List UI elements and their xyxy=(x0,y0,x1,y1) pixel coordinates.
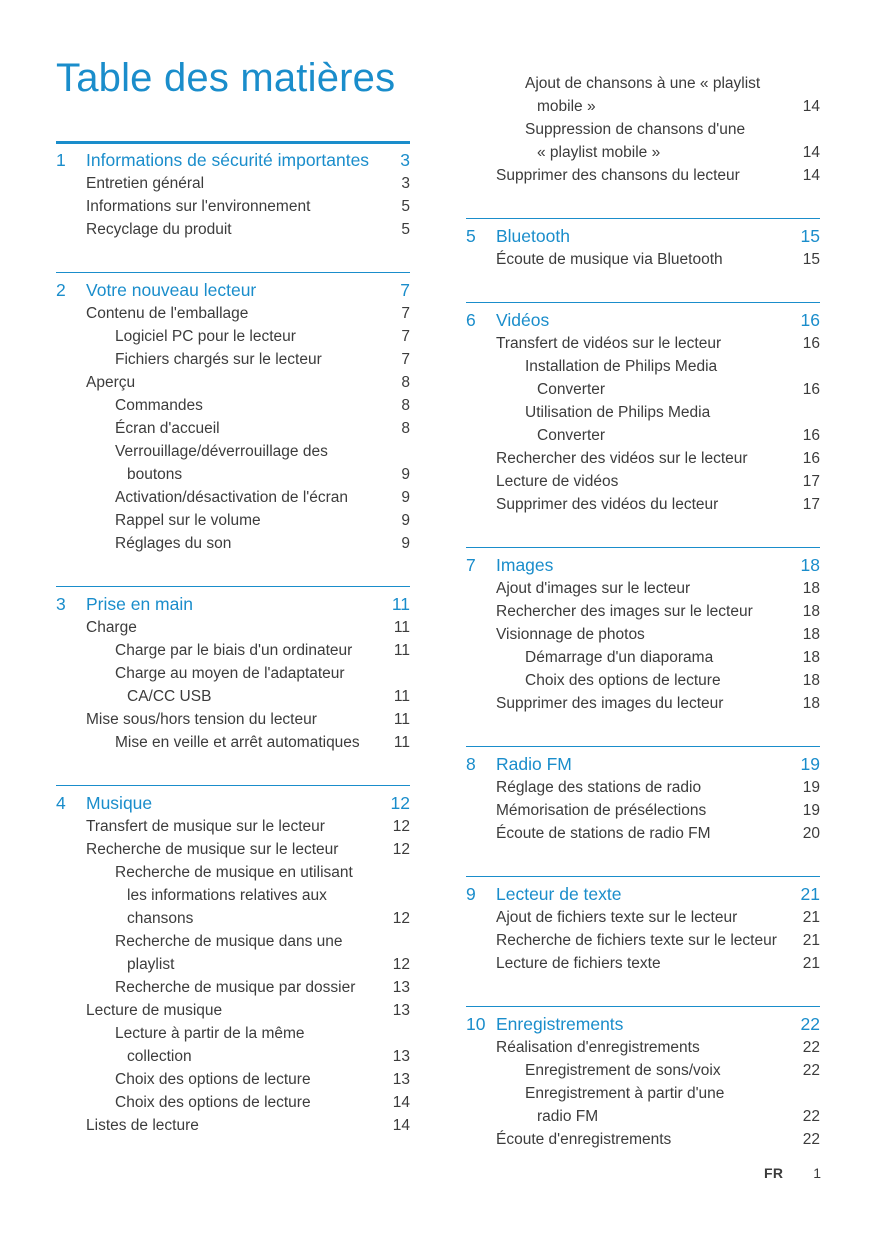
entry-text: Logiciel PC pour le lecteur xyxy=(115,328,296,345)
toc-entry[interactable] xyxy=(56,999,410,1022)
toc-entry[interactable] xyxy=(466,692,820,715)
page-number: 11 xyxy=(393,642,410,659)
toc-entry[interactable] xyxy=(466,1036,820,1059)
entry-text: Mise en veille et arrêt automatiques xyxy=(115,734,360,751)
toc-entry[interactable] xyxy=(56,532,410,555)
page-number: 22 xyxy=(802,1131,820,1148)
page-number: 22 xyxy=(802,1062,820,1079)
section-heading[interactable] xyxy=(56,149,410,172)
page-number: 14 xyxy=(392,1117,410,1134)
toc-entry[interactable] xyxy=(466,401,820,447)
section-title: Prise en main xyxy=(86,594,193,614)
page-number: 7 xyxy=(401,328,410,345)
entry-text: Listes de lecture xyxy=(86,1117,199,1134)
page-title: Table des matières xyxy=(56,56,396,100)
toc-entry[interactable] xyxy=(466,577,820,600)
page-number: 12 xyxy=(392,956,410,973)
page-number: 21 xyxy=(800,884,820,904)
page-number: 7 xyxy=(401,351,410,368)
page-number: 19 xyxy=(800,754,820,774)
entry-text: Commandes xyxy=(115,397,203,414)
entry-text: Rappel sur le volume xyxy=(115,512,261,529)
entry-text: Rechercher des images sur le lecteur xyxy=(496,603,753,620)
page-number: 18 xyxy=(802,580,820,597)
entry-text: Informations sur l'environnement xyxy=(86,198,311,215)
toc-section xyxy=(56,586,410,754)
toc-entry[interactable] xyxy=(56,930,410,976)
toc-entry[interactable] xyxy=(56,662,410,708)
page-number: 18 xyxy=(802,649,820,666)
page-number: 13 xyxy=(392,1048,410,1065)
toc-section xyxy=(56,141,410,241)
toc-section xyxy=(466,302,820,516)
entry-text: Réglage des stations de radio xyxy=(496,779,702,796)
page-number: 22 xyxy=(802,1039,820,1056)
page-number: 18 xyxy=(802,626,820,643)
entry-text: Ajout de fichiers texte sur le lecteur xyxy=(496,909,738,926)
page-number: 18 xyxy=(802,603,820,620)
entry-text: Rechercher des vidéos sur le lecteur xyxy=(496,450,748,467)
toc-section xyxy=(466,746,820,845)
toc-entry[interactable] xyxy=(56,1022,410,1068)
page-number: 19 xyxy=(802,779,820,796)
page-number: 12 xyxy=(392,841,410,858)
page-number: 12 xyxy=(392,818,410,835)
entry-text: Charge par le biais d'un ordinateur xyxy=(115,642,353,659)
entry-text: Réalisation d'enregistrements xyxy=(496,1039,700,1056)
toc-entry[interactable] xyxy=(56,195,410,218)
section-heading[interactable] xyxy=(466,309,820,332)
page-number: 12 xyxy=(390,793,410,813)
page-number: 20 xyxy=(802,825,820,842)
section-number: 3 xyxy=(56,594,66,614)
entry-text: Installation de Philips Media xyxy=(525,358,718,375)
toc-entry[interactable] xyxy=(466,355,820,401)
entry-text: Écoute de musique via Bluetooth xyxy=(496,251,723,268)
page-number: 15 xyxy=(800,226,820,246)
toc-entry[interactable] xyxy=(466,776,820,799)
page-number: 18 xyxy=(800,555,820,575)
toc-section xyxy=(466,547,820,715)
entry-text: Recyclage du produit xyxy=(86,221,232,238)
toc-entry[interactable] xyxy=(56,708,410,731)
entry-text: boutons xyxy=(127,466,183,483)
entry-text: Recherche de musique par dossier xyxy=(115,979,356,996)
entry-text: mobile » xyxy=(537,98,596,115)
entry-text: Supprimer des images du lecteur xyxy=(496,695,724,712)
page-number: 16 xyxy=(802,450,820,467)
section-heading[interactable] xyxy=(466,1013,820,1036)
toc-entry[interactable] xyxy=(466,600,820,623)
toc-entry[interactable] xyxy=(466,248,820,271)
toc-entry[interactable] xyxy=(466,623,820,646)
section-heading[interactable] xyxy=(466,554,820,577)
section-title: Vidéos xyxy=(496,310,550,330)
page-number: 11 xyxy=(391,594,410,614)
entry-text: Mémorisation de présélections xyxy=(496,802,707,819)
section-number: 10 xyxy=(466,1014,486,1034)
toc-entry[interactable] xyxy=(466,72,820,118)
entry-text: Enregistrement de sons/voix xyxy=(525,1062,721,1079)
page-number: 3 xyxy=(401,175,410,192)
entry-text: CA/CC USB xyxy=(127,688,212,705)
entry-text: Transfert de vidéos sur le lecteur xyxy=(496,335,722,352)
page-footer xyxy=(764,1165,821,1181)
page-number: 7 xyxy=(400,280,410,300)
page-number: 15 xyxy=(802,251,820,268)
entry-text: Converter xyxy=(537,381,606,398)
section-number: 2 xyxy=(56,280,66,300)
entry-text: Utilisation de Philips Media xyxy=(525,404,711,421)
toc-section xyxy=(56,272,410,555)
toc-entry[interactable] xyxy=(466,646,820,669)
entry-text: collection xyxy=(127,1048,192,1065)
page-number: 22 xyxy=(802,1108,820,1125)
entry-text: Verrouillage/déverrouillage des xyxy=(115,443,328,460)
section-title: Enregistrements xyxy=(496,1014,624,1034)
page-number: 11 xyxy=(393,688,410,705)
section-number: 6 xyxy=(466,310,476,330)
entry-text: Enregistrement à partir d'une xyxy=(525,1085,725,1102)
toc-entry[interactable] xyxy=(56,440,410,486)
page-number: 8 xyxy=(401,397,410,414)
toc-section xyxy=(56,785,410,1137)
section-title: Votre nouveau lecteur xyxy=(86,280,257,300)
toc-entry[interactable] xyxy=(56,861,410,930)
toc-section xyxy=(466,876,820,975)
entry-text: Réglages du son xyxy=(115,535,232,552)
page-number: 19 xyxy=(802,802,820,819)
entry-text: Choix des options de lecture xyxy=(115,1071,311,1088)
entry-text: Recherche de fichiers texte sur le lecteur xyxy=(496,932,777,949)
page-number: 14 xyxy=(802,98,820,115)
toc-entry[interactable] xyxy=(466,906,820,929)
toc-entry[interactable] xyxy=(466,164,820,187)
toc-entry[interactable] xyxy=(466,332,820,355)
section-heading[interactable] xyxy=(466,753,820,776)
page-number: 21 xyxy=(802,955,820,972)
toc-entry[interactable] xyxy=(56,218,410,241)
section-number: 9 xyxy=(466,884,476,904)
section-title: Images xyxy=(496,555,554,575)
page-number: 14 xyxy=(802,144,820,161)
toc-entry[interactable] xyxy=(466,669,820,692)
entry-text: Choix des options de lecture xyxy=(525,672,721,689)
toc-entry[interactable] xyxy=(56,302,410,325)
entry-text: Converter xyxy=(537,427,606,444)
page-number: 18 xyxy=(802,672,820,689)
page-number: 21 xyxy=(802,909,820,926)
section-number: 5 xyxy=(466,226,476,246)
page-number: 16 xyxy=(802,427,820,444)
toc-entry[interactable] xyxy=(56,1068,410,1091)
section-number: 4 xyxy=(56,793,66,813)
toc-entry[interactable] xyxy=(56,1091,410,1114)
toc-entry[interactable] xyxy=(56,371,410,394)
toc-entry[interactable] xyxy=(56,172,410,195)
toc-entry[interactable] xyxy=(56,616,410,639)
toc-entry[interactable] xyxy=(466,929,820,952)
page-number: 13 xyxy=(392,1002,410,1019)
toc-entry[interactable] xyxy=(466,1082,820,1128)
toc-left-column xyxy=(56,141,410,1168)
toc-entry[interactable] xyxy=(466,1128,820,1151)
entry-text: Ajout d'images sur le lecteur xyxy=(496,580,691,597)
toc-entry[interactable] xyxy=(56,815,410,838)
toc-entry[interactable] xyxy=(466,118,820,164)
section-heading[interactable] xyxy=(56,279,410,302)
entry-text: Charge au moyen de l'adaptateur xyxy=(115,665,345,682)
page-number: 3 xyxy=(400,150,410,170)
entry-text: les informations relatives aux xyxy=(127,887,327,904)
toc-entry[interactable] xyxy=(56,509,410,532)
entry-text: Supprimer des chansons du lecteur xyxy=(496,167,740,184)
toc-entry[interactable] xyxy=(56,348,410,371)
page-number: 14 xyxy=(392,1094,410,1111)
entry-text: Choix des options de lecture xyxy=(115,1094,311,1111)
page-number: 21 xyxy=(802,932,820,949)
toc-entry[interactable] xyxy=(56,486,410,509)
entry-text: Fichiers chargés sur le lecteur xyxy=(115,351,322,368)
footer-page-number: 1 xyxy=(813,1165,821,1181)
entry-text: Écoute de stations de radio FM xyxy=(496,825,711,842)
entry-text: Entretien général xyxy=(86,175,205,192)
page-number: 9 xyxy=(401,489,410,506)
page-number: 17 xyxy=(802,496,820,513)
toc-entry[interactable] xyxy=(56,394,410,417)
page-number: 16 xyxy=(802,335,820,352)
page-number: 17 xyxy=(802,473,820,490)
toc-entry[interactable] xyxy=(56,639,410,662)
entry-text: Supprimer des vidéos du lecteur xyxy=(496,496,719,513)
entry-text: Écoute d'enregistrements xyxy=(496,1131,672,1148)
entry-text: Mise sous/hors tension du lecteur xyxy=(86,711,317,728)
page-number: 5 xyxy=(401,221,410,238)
entry-text: radio FM xyxy=(537,1108,599,1125)
toc-entry[interactable] xyxy=(56,976,410,999)
entry-text: Lecture à partir de la même xyxy=(115,1025,305,1042)
entry-text: Recherche de musique dans une xyxy=(115,933,343,950)
page-number: 16 xyxy=(800,310,820,330)
entry-text: Ajout de chansons à une « playlist xyxy=(525,75,761,92)
toc-entry[interactable] xyxy=(56,417,410,440)
entry-text: Recherche de musique sur le lecteur xyxy=(86,841,339,858)
page-number: 9 xyxy=(401,535,410,552)
toc-right-column xyxy=(466,72,820,1182)
section-heading[interactable] xyxy=(56,792,410,815)
page-number: 11 xyxy=(393,734,410,751)
entry-text: Activation/désactivation de l'écran xyxy=(115,489,349,506)
toc-entry[interactable] xyxy=(466,822,820,845)
page-number: 16 xyxy=(802,381,820,398)
toc-entry[interactable] xyxy=(466,447,820,470)
page-number: 9 xyxy=(401,466,410,483)
toc-entry[interactable] xyxy=(56,731,410,754)
page-number: 8 xyxy=(401,374,410,391)
entry-text: Visionnage de photos xyxy=(496,626,645,643)
footer-language: FR xyxy=(764,1165,784,1181)
page-number: 5 xyxy=(401,198,410,215)
page-number: 14 xyxy=(802,167,820,184)
entry-text: Aperçu xyxy=(86,374,136,391)
page-number: 11 xyxy=(393,711,410,728)
toc-entry[interactable] xyxy=(56,838,410,861)
section-number: 7 xyxy=(466,555,476,575)
toc-section xyxy=(466,1006,820,1151)
section-title: Musique xyxy=(86,793,153,813)
page-number: 18 xyxy=(802,695,820,712)
entry-text: playlist xyxy=(127,956,175,973)
toc-entry[interactable] xyxy=(466,493,820,516)
section-title: Bluetooth xyxy=(496,226,570,246)
page-number: 13 xyxy=(392,1071,410,1088)
entry-text: Transfert de musique sur le lecteur xyxy=(86,818,325,835)
page-number: 13 xyxy=(392,979,410,996)
section-number: 1 xyxy=(56,150,66,170)
section-heading[interactable] xyxy=(56,593,410,616)
section-title: Radio FM xyxy=(496,754,572,774)
toc-entry[interactable] xyxy=(56,1114,410,1137)
toc-entry[interactable] xyxy=(466,1059,820,1082)
page-number: 11 xyxy=(393,619,410,636)
entry-text: chansons xyxy=(127,910,194,927)
entry-text: Démarrage d'un diaporama xyxy=(525,649,714,666)
page-number: 7 xyxy=(401,305,410,322)
entry-text: Lecture de fichiers texte xyxy=(496,955,661,972)
entry-text: Lecture de musique xyxy=(86,1002,223,1019)
entry-text: « playlist mobile » xyxy=(537,144,661,161)
entry-text: Lecture de vidéos xyxy=(496,473,619,490)
page-number: 9 xyxy=(401,512,410,529)
entry-text: Écran d'accueil xyxy=(115,420,220,437)
page-number: 8 xyxy=(401,420,410,437)
entry-text: Charge xyxy=(86,619,137,636)
toc-entry[interactable] xyxy=(466,470,820,493)
entry-text: Suppression de chansons d'une xyxy=(525,121,746,138)
section-title: Informations de sécurité importantes xyxy=(86,150,370,170)
toc-entry[interactable] xyxy=(466,799,820,822)
section-heading[interactable] xyxy=(466,225,820,248)
entry-text: Contenu de l'emballage xyxy=(86,305,249,322)
toc-section xyxy=(466,218,820,271)
section-heading[interactable] xyxy=(466,883,820,906)
page-number: 22 xyxy=(800,1014,820,1034)
toc-entry[interactable] xyxy=(56,325,410,348)
toc-section xyxy=(466,72,820,187)
entry-text: Recherche de musique en utilisant xyxy=(115,864,353,881)
page-number: 12 xyxy=(392,910,410,927)
toc-entry[interactable] xyxy=(466,952,820,975)
section-title: Lecteur de texte xyxy=(496,884,622,904)
section-number: 8 xyxy=(466,754,476,774)
